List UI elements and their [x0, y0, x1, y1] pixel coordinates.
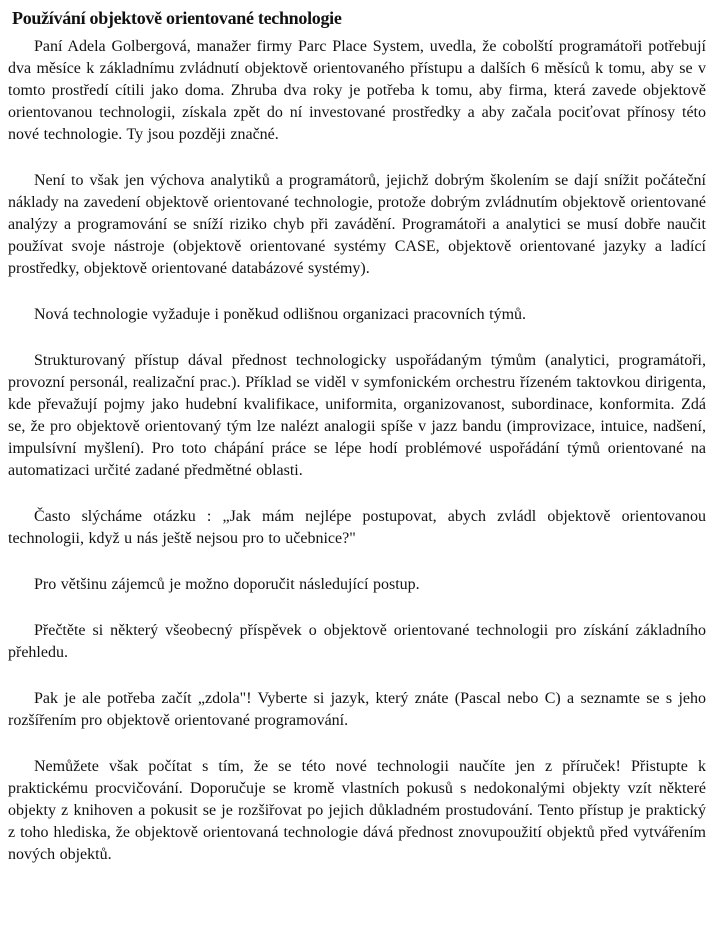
paragraph-5: Často slýcháme otázku : „Jak mám nejlépe postupovat, abych zvládl objektově orientovanou technologii, když u nás ještě nejsou pro to učebnice?" — [8, 508, 706, 547]
paragraph-6: Pro většinu zájemců je možno doporučit následující postup. — [34, 576, 420, 593]
paragraph-3: Nová technologie vyžaduje i poněkud odlišnou organizaci pracovních týmů. — [34, 306, 527, 323]
document-title: Používání objektově orientované technologie — [12, 8, 342, 28]
paragraph-7: Přečtěte si některý všeobecný příspěvek o objektově orientované technologii pro získání základního přehledu. — [8, 622, 706, 661]
paragraph-1: Paní Adela Golbergová, manažer firmy Parc Place System, uvedla, že cobolští programátoři potřebují dva měsíce k základnímu zvládnutí objektově orientovaného přístupu a dalších 6 měsíců k tomu, aby se v tomto prostředí cítili jako doma. Zhruba dva roky je potřeba k tomu, aby firma, která zavede objektově orientovanou technologii, získala zpět do ní investované prostředky a aby začala pociťovat přínosy této nové technologie. Ty jsou později značné. — [8, 38, 706, 143]
paragraph-8: Pak je ale potřeba začít „zdola"! Vyberte si jazyk, který znáte (Pascal nebo C) a seznamte se s jeho rozšířením pro objektově orientované programování. — [8, 690, 706, 729]
paragraph-9: Nemůžete však počítat s tím, že se této nové technologii naučíte jen z příruček! Přistupte k praktickému procvičování. Doporučuje se kromě vlastních pokusů s nedokonalými objekty vzít některé objekty z knihoven a pokusit se je rozšiřovat po jejich důkladném prostudování. Tento přístup je praktický z toho hlediska, že objektově orientovaná technologie dává přednost znovupoužití objektů před vytvářením nových objektů. — [8, 758, 706, 863]
paragraph-2: Není to však jen výchova analytiků a programátorů, jejichž dobrým školením se dají snížit počáteční náklady na zavedení objektově orientované technologie, protože dobrým zvládnutím objektově orientované analýzy a programování se sníží riziko chyb při zavádění. Programátoři a analytici se musí dobře naučit používat svoje nástroje (objektově orientované systémy CASE, objektově orientované jazyky a ladící prostředky, objektově orientované databázové systémy). — [8, 172, 706, 277]
paragraph-4: Strukturovaný přístup dával přednost technologicky uspořádaným týmům (analytici, programátoři, provozní personál, realizační prac.). Příklad se viděl v symfonickém orchestru řízeném taktovkou dirigenta, kde převažují pojmy jako hudební kvalifikace, uniformita, organizovanost, subordinace, konformita. Zdá se, že pro objektově orientovaný tým lze nalézt analogii spíše v jazz bandu (improvizace, intuice, nadšení, impulsívní myšlení). Pro toto chápání práce se lépe hodí problémové uspořádání týmů orientované na automatizaci určité zadané předmětné oblasti. — [8, 352, 706, 479]
